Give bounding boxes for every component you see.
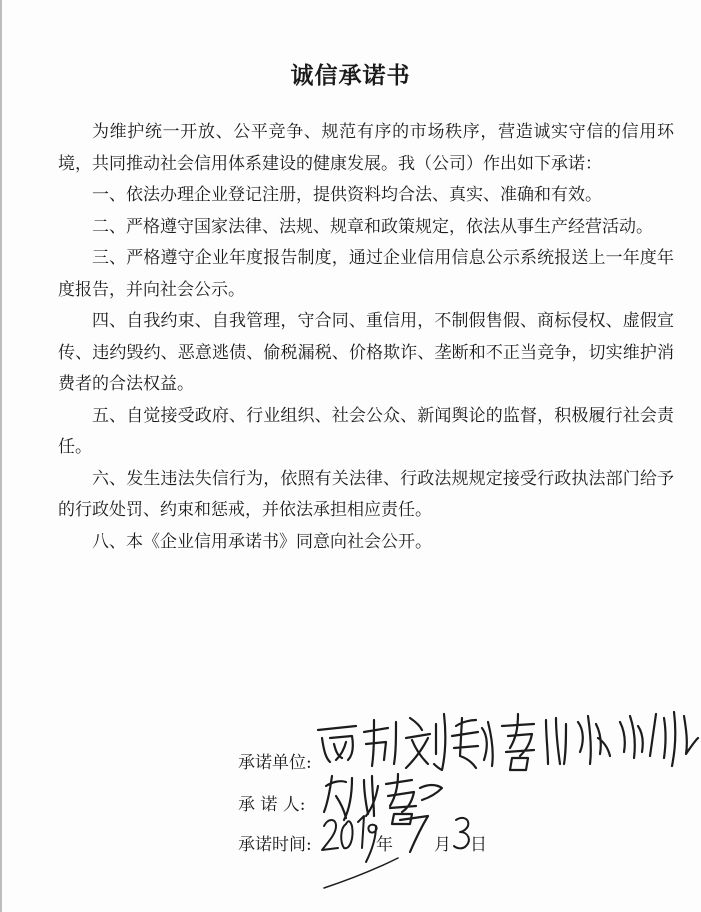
person-row xyxy=(238,790,306,815)
paragraph-item-3: 三、严格遵守企业年度报告制度，通过企业信用信息公示系统报送上一年度年度报告，并向社会公示。 xyxy=(58,248,674,300)
month-suffix: 月 xyxy=(434,835,451,855)
paragraph-item-4: 四、自我约束、自我管理，守合同、重信用，不制假售假、商标侵权、虚假宣传、违约毁约、恶意逃债、偷税漏税、价格欺诈、垄断和不正当竞争，切实维护消费者的合法权益。 xyxy=(58,311,674,394)
person-label: 承 诺 人: xyxy=(238,795,306,815)
paragraph-item-1: 一、依法办理企业登记注册，提供资料均合法、真实、准确和有效。 xyxy=(92,185,602,205)
paragraph-item-6: 六、发生违法失信行为，依照有关法律、行政法规规定接受行政执法部门给予的行政处罚、约束和惩戒，并依法承担相应责任。 xyxy=(58,468,674,520)
scan-edge-line xyxy=(0,0,2,912)
day-suffix: 日 xyxy=(470,835,487,855)
paragraph-item-8: 八、本《企业信用承诺书》同意向社会公开。 xyxy=(92,531,432,552)
unit-row xyxy=(238,748,312,773)
document-title: 诚信承诺书 xyxy=(290,63,411,89)
paragraph-item-5: 五、自觉接受政府、行业组织、社会公众、新闻舆论的监督，积极履行社会责任。 xyxy=(58,405,674,457)
time-row xyxy=(238,830,312,855)
time-label: 承诺时间: xyxy=(238,835,312,855)
document-body xyxy=(58,117,674,558)
paragraph-item-2: 二、严格遵守国家法律、法规、规章和政策规定，依法从事生产经营活动。 xyxy=(92,216,653,237)
unit-label: 承诺单位: xyxy=(238,753,312,773)
month-handwritten xyxy=(396,810,436,856)
year-suffix: 年 xyxy=(376,835,393,855)
paragraph-intro: 为维护统一开放、公平竞争、规范有序的市场秩序，营造诚实守信的信用环境，共同推动社会信用体系建设的健康发展。我（公司）作出如下承诺： xyxy=(58,122,674,174)
pen-tail-stroke xyxy=(318,854,408,894)
